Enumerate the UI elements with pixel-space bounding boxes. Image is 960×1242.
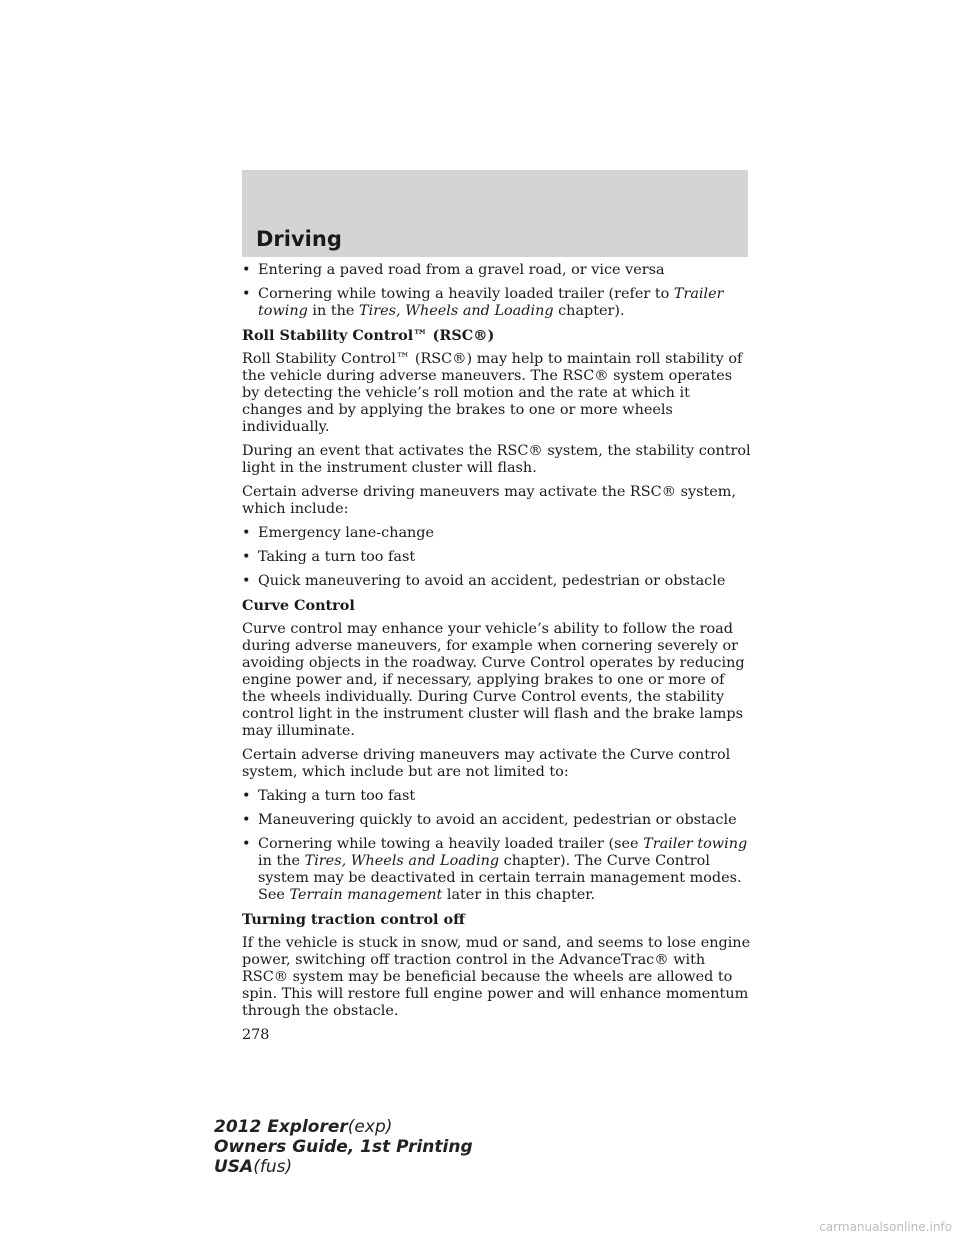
- footer-model-code: (exp): [347, 1117, 393, 1137]
- footer-model: 2012 Explorer: [214, 1117, 348, 1137]
- section-header-band: [242, 170, 748, 257]
- page-content: [242, 262, 752, 1044]
- bullet-icon: •: [242, 525, 251, 541]
- curve-control-heading: Curve Control: [242, 597, 355, 614]
- paragraph: Certain adverse driving maneuvers may activate the Curve control system, which include but are not limited to:: [242, 747, 731, 780]
- bullet-icon: •: [242, 573, 251, 589]
- cross-reference: Terrain management: [289, 887, 443, 903]
- rsc-heading: Roll Stability Control™ (RSC®): [242, 327, 495, 344]
- list-item: • Entering a paved road from a gravel road, or vice versa: [242, 262, 665, 278]
- paragraph: During an event that activates the RSC® system, the stability control light in the instrument cluster will flash.: [242, 443, 751, 476]
- bullet-icon: •: [242, 549, 251, 565]
- list-item: • Emergency lane-change: [242, 525, 435, 541]
- list-item: • Taking a turn too fast: [242, 788, 416, 804]
- footer-market-code: (fus): [253, 1157, 293, 1177]
- paragraph: Certain adverse driving maneuvers may activate the RSC® system, which include:: [242, 484, 737, 517]
- list-item: • Quick maneuvering to avoid an accident, pedestrian or obstacle: [242, 573, 726, 589]
- cross-reference: Tires, Wheels and Loading: [304, 853, 500, 869]
- paragraph: Curve control may enhance your vehicle’s ability to follow the road during adverse maneuvers, for example when cornering severely or avoiding objects in the roadway. Curve Control operates by reducing engine power and, if necessary, applying brakes to one or more of the wheels individually. During Curve Control events, the stability control light in the instrument cluster will flash and the brake lamps may illuminate.: [242, 621, 745, 739]
- footer-market: USA: [214, 1157, 254, 1177]
- bullet-icon: •: [242, 262, 251, 278]
- list-item: • Cornering while towing a heavily loaded trailer (refer to Trailer towing in the Tires, Wheels and Loading chapter).: [242, 286, 724, 319]
- paragraph: Roll Stability Control™ (RSC®) may help to maintain roll stability of the vehicle during adverse maneuvers. The RSC® system operates by detecting the vehicle’s roll motion and the rate at which it changes and by applying the brakes to one or more wheels individually.: [242, 351, 743, 435]
- traction-control-heading: Turning traction control off: [242, 911, 465, 928]
- bullet-icon: •: [242, 812, 251, 828]
- page-number: 278: [242, 1027, 270, 1043]
- bullet-icon: •: [242, 286, 251, 302]
- bullet-icon: •: [242, 788, 251, 804]
- list-item: • Taking a turn too fast: [242, 549, 416, 565]
- section-title: Driving: [256, 227, 342, 251]
- list-item: • Maneuvering quickly to avoid an accident, pedestrian or obstacle: [242, 812, 737, 828]
- bullet-icon: •: [242, 836, 251, 852]
- cross-reference: Trailer towing: [643, 836, 748, 852]
- document-footer: [214, 1117, 473, 1177]
- paragraph: If the vehicle is stuck in snow, mud or sand, and seems to lose engine power, switching off traction control in the AdvanceTrac® with RSC® system may be beneficial because the wheels are allowed to spin. This will restore full engine power and will enhance momentum through the obstacle.: [242, 935, 751, 1019]
- list-item: • Cornering while towing a heavily loaded trailer (see Trailer towing in the Tires, Wheels and Loading chapter). The Curve Control system may be deactivated in certain terrain management modes. See Terrain management later in this chapter.: [242, 836, 748, 903]
- footer-edition: Owners Guide, 1st Printing: [214, 1137, 473, 1157]
- watermark-text: carmanualsonline.info: [819, 1220, 952, 1234]
- cross-reference: Tires, Wheels and Loading: [359, 303, 554, 319]
- cross-reference: Trailer towing: [258, 286, 724, 319]
